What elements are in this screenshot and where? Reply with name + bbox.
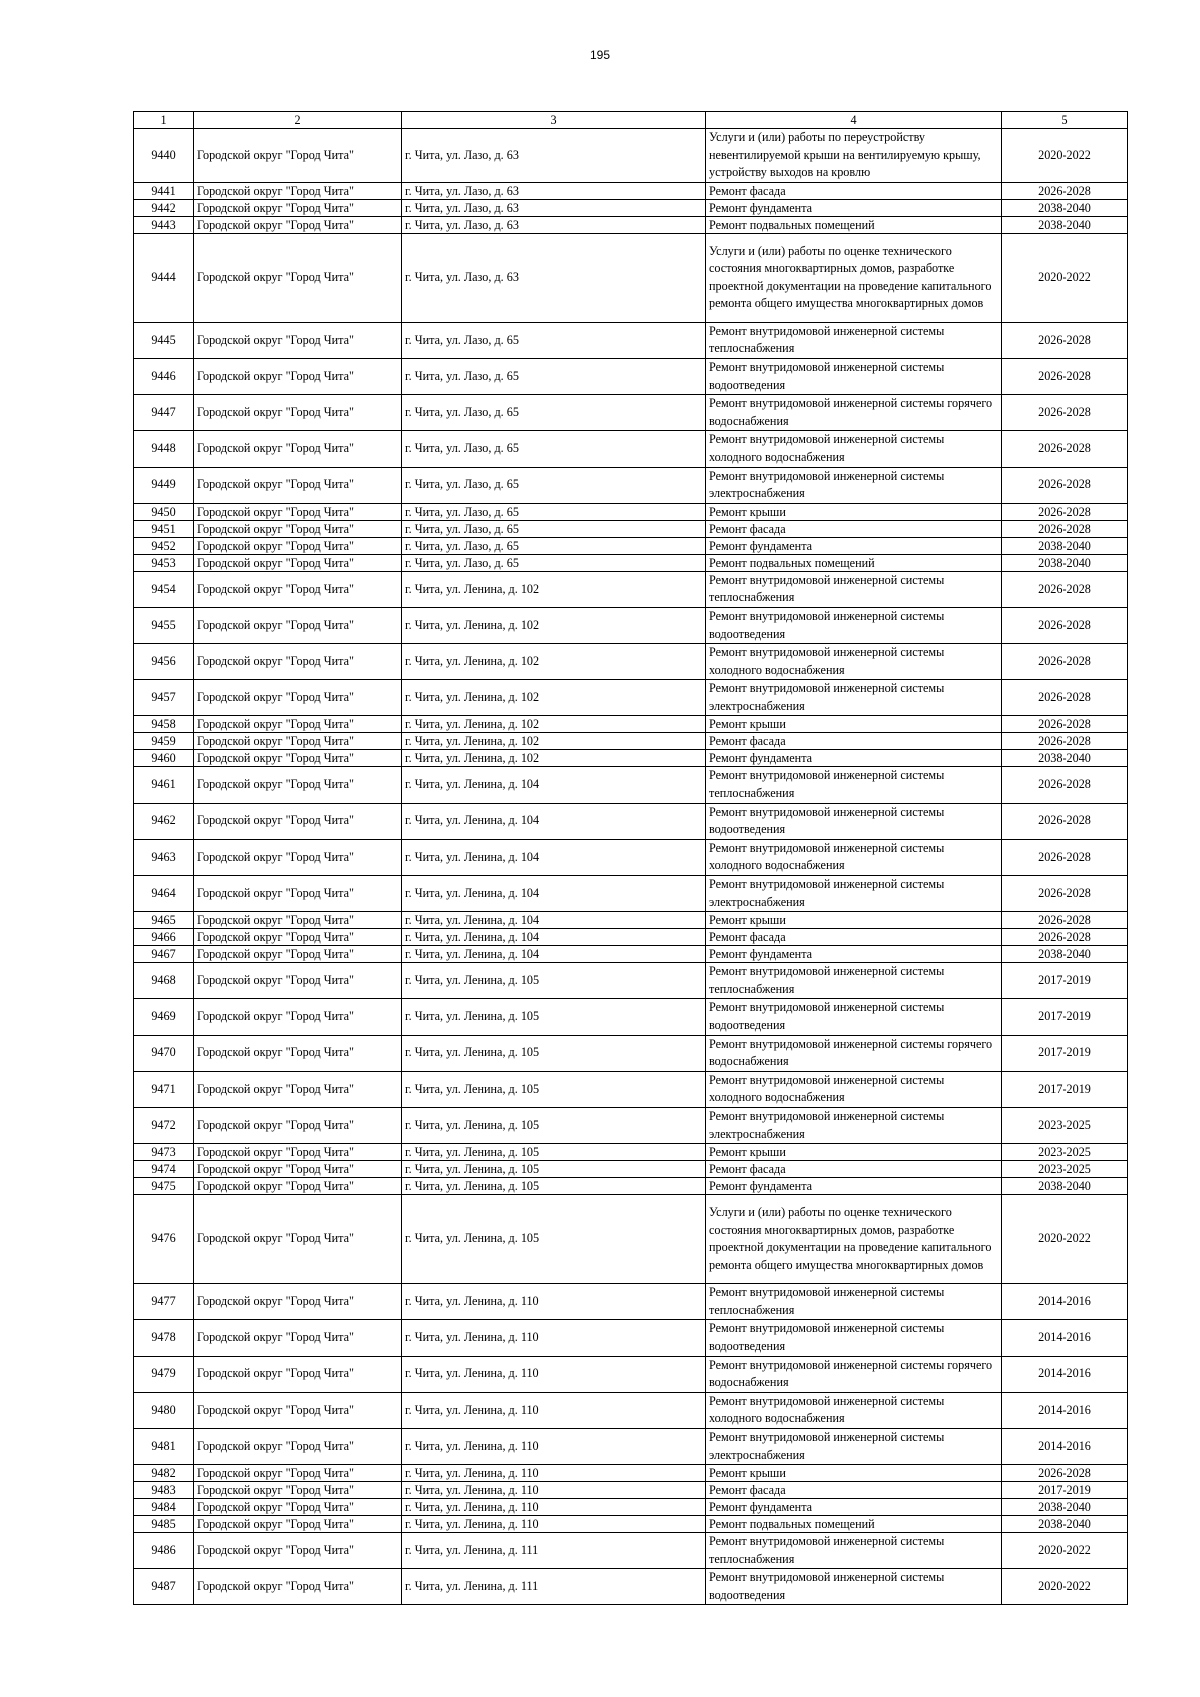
period-cell: 2014-2016 xyxy=(1002,1428,1128,1464)
row-number: 9479 xyxy=(134,1356,194,1392)
address-cell: г. Чита, ул. Ленина, д. 110 xyxy=(402,1516,706,1533)
period-cell: 2038-2040 xyxy=(1002,216,1128,233)
table-row xyxy=(134,1161,1128,1178)
municipality-cell: Городской округ "Город Чита" xyxy=(194,876,402,912)
address-cell: г. Чита, ул. Лазо, д. 65 xyxy=(402,395,706,431)
row-number: 9455 xyxy=(134,607,194,643)
period-cell: 2038-2040 xyxy=(1002,199,1128,216)
address-cell: г. Чита, ул. Лазо, д. 63 xyxy=(402,199,706,216)
row-number: 9442 xyxy=(134,199,194,216)
row-number: 9448 xyxy=(134,431,194,467)
municipality-cell: Городской округ "Город Чита" xyxy=(194,537,402,554)
table-row xyxy=(134,233,1128,322)
row-number: 9477 xyxy=(134,1284,194,1320)
work-type-cell: Ремонт фасада xyxy=(706,733,1002,750)
row-number: 9474 xyxy=(134,1161,194,1178)
capital-repair-table xyxy=(133,111,1128,1605)
address-cell: г. Чита, ул. Ленина, д. 104 xyxy=(402,912,706,929)
table-row xyxy=(134,1320,1128,1356)
row-number: 9473 xyxy=(134,1144,194,1161)
municipality-cell: Городской округ "Город Чита" xyxy=(194,395,402,431)
table-row xyxy=(134,1569,1128,1605)
period-cell: 2023-2025 xyxy=(1002,1107,1128,1143)
table-row xyxy=(134,716,1128,733)
municipality-cell: Городской округ "Город Чита" xyxy=(194,999,402,1035)
row-number: 9445 xyxy=(134,322,194,358)
work-type-cell: Ремонт фундамента xyxy=(706,199,1002,216)
table-row xyxy=(134,1499,1128,1516)
table-row xyxy=(134,1482,1128,1499)
table-row xyxy=(134,839,1128,875)
row-number: 9456 xyxy=(134,644,194,680)
table-row xyxy=(134,216,1128,233)
period-cell: 2026-2028 xyxy=(1002,1465,1128,1482)
period-cell: 2014-2016 xyxy=(1002,1392,1128,1428)
page-number: 195 xyxy=(589,48,611,62)
work-type-cell: Ремонт внутридомовой инженерной системы электроснабжения xyxy=(706,467,1002,503)
municipality-cell: Городской округ "Город Чита" xyxy=(194,839,402,875)
address-cell: г. Чита, ул. Ленина, д. 105 xyxy=(402,963,706,999)
address-cell: г. Чита, ул. Ленина, д. 102 xyxy=(402,750,706,767)
table-row xyxy=(134,1356,1128,1392)
row-number: 9467 xyxy=(134,946,194,963)
work-type-cell: Ремонт внутридомовой инженерной системы теплоснабжения xyxy=(706,767,1002,803)
address-cell: г. Чита, ул. Ленина, д. 110 xyxy=(402,1499,706,1516)
address-cell: г. Чита, ул. Лазо, д. 63 xyxy=(402,216,706,233)
address-cell: г. Чита, ул. Лазо, д. 63 xyxy=(402,129,706,183)
address-cell: г. Чита, ул. Ленина, д. 104 xyxy=(402,946,706,963)
row-number: 9454 xyxy=(134,571,194,607)
period-cell: 2038-2040 xyxy=(1002,1499,1128,1516)
period-cell: 2038-2040 xyxy=(1002,537,1128,554)
address-cell: г. Чита, ул. Лазо, д. 65 xyxy=(402,322,706,358)
municipality-cell: Городской округ "Город Чита" xyxy=(194,1284,402,1320)
row-number: 9459 xyxy=(134,733,194,750)
municipality-cell: Городской округ "Город Чита" xyxy=(194,1392,402,1428)
table-row xyxy=(134,733,1128,750)
table-row xyxy=(134,520,1128,537)
work-type-cell: Ремонт внутридомовой инженерной системы водоотведения xyxy=(706,607,1002,643)
municipality-cell: Городской округ "Город Чита" xyxy=(194,929,402,946)
row-number: 9481 xyxy=(134,1428,194,1464)
work-type-cell: Ремонт фасада xyxy=(706,182,1002,199)
work-type-cell: Ремонт фундамента xyxy=(706,537,1002,554)
period-cell: 2017-2019 xyxy=(1002,1035,1128,1071)
table-row xyxy=(134,803,1128,839)
table-row xyxy=(134,129,1128,183)
row-number: 9449 xyxy=(134,467,194,503)
row-number: 9482 xyxy=(134,1465,194,1482)
row-number: 9465 xyxy=(134,912,194,929)
address-cell: г. Чита, ул. Ленина, д. 104 xyxy=(402,803,706,839)
work-type-cell: Ремонт крыши xyxy=(706,503,1002,520)
work-type-cell: Ремонт фасада xyxy=(706,1161,1002,1178)
table-row xyxy=(134,199,1128,216)
municipality-cell: Городской округ "Город Чита" xyxy=(194,716,402,733)
period-cell: 2014-2016 xyxy=(1002,1356,1128,1392)
work-type-cell: Ремонт внутридомовой инженерной системы холодного водоснабжения xyxy=(706,839,1002,875)
period-cell: 2026-2028 xyxy=(1002,503,1128,520)
address-cell: г. Чита, ул. Лазо, д. 65 xyxy=(402,554,706,571)
row-number: 9485 xyxy=(134,1516,194,1533)
work-type-cell: Ремонт внутридомовой инженерной системы холодного водоснабжения xyxy=(706,644,1002,680)
row-number: 9480 xyxy=(134,1392,194,1428)
municipality-cell: Городской округ "Город Чита" xyxy=(194,1320,402,1356)
table-row xyxy=(134,1195,1128,1284)
municipality-cell: Городской округ "Город Чита" xyxy=(194,1161,402,1178)
address-cell: г. Чита, ул. Ленина, д. 102 xyxy=(402,733,706,750)
period-cell: 2026-2028 xyxy=(1002,929,1128,946)
address-cell: г. Чита, ул. Ленина, д. 105 xyxy=(402,1144,706,1161)
address-cell: г. Чита, ул. Ленина, д. 110 xyxy=(402,1356,706,1392)
column-header: 2 xyxy=(194,112,402,129)
municipality-cell: Городской округ "Город Чита" xyxy=(194,1195,402,1284)
table-body xyxy=(134,129,1128,1605)
address-cell: г. Чита, ул. Ленина, д. 102 xyxy=(402,644,706,680)
work-type-cell: Ремонт внутридомовой инженерной системы электроснабжения xyxy=(706,1428,1002,1464)
address-cell: г. Чита, ул. Ленина, д. 105 xyxy=(402,1071,706,1107)
address-cell: г. Чита, ул. Лазо, д. 65 xyxy=(402,467,706,503)
table-row xyxy=(134,467,1128,503)
work-type-cell: Ремонт фундамента xyxy=(706,946,1002,963)
row-number: 9484 xyxy=(134,1499,194,1516)
municipality-cell: Городской округ "Город Чита" xyxy=(194,733,402,750)
row-number: 9476 xyxy=(134,1195,194,1284)
period-cell: 2026-2028 xyxy=(1002,571,1128,607)
row-number: 9441 xyxy=(134,182,194,199)
municipality-cell: Городской округ "Город Чита" xyxy=(194,767,402,803)
work-type-cell: Ремонт внутридомовой инженерной системы электроснабжения xyxy=(706,876,1002,912)
table-row xyxy=(134,750,1128,767)
address-cell: г. Чита, ул. Ленина, д. 110 xyxy=(402,1392,706,1428)
work-type-cell: Ремонт внутридомовой инженерной системы теплоснабжения xyxy=(706,1284,1002,1320)
period-cell: 2026-2028 xyxy=(1002,644,1128,680)
municipality-cell: Городской округ "Город Чита" xyxy=(194,1144,402,1161)
work-type-cell: Ремонт внутридомовой инженерной системы холодного водоснабжения xyxy=(706,431,1002,467)
municipality-cell: Городской округ "Город Чита" xyxy=(194,503,402,520)
address-cell: г. Чита, ул. Ленина, д. 105 xyxy=(402,1161,706,1178)
period-cell: 2026-2028 xyxy=(1002,803,1128,839)
work-type-cell: Ремонт внутридомовой инженерной системы теплоснабжения xyxy=(706,322,1002,358)
table-row xyxy=(134,929,1128,946)
row-number: 9458 xyxy=(134,716,194,733)
work-type-cell: Ремонт внутридомовой инженерной системы горячего водоснабжения xyxy=(706,395,1002,431)
table-row xyxy=(134,182,1128,199)
work-type-cell: Ремонт внутридомовой инженерной системы холодного водоснабжения xyxy=(706,1071,1002,1107)
address-cell: г. Чита, ул. Ленина, д. 104 xyxy=(402,929,706,946)
period-cell: 2020-2022 xyxy=(1002,233,1128,322)
table-row xyxy=(134,322,1128,358)
row-number: 9478 xyxy=(134,1320,194,1356)
period-cell: 2017-2019 xyxy=(1002,1482,1128,1499)
address-cell: г. Чита, ул. Лазо, д. 65 xyxy=(402,520,706,537)
work-type-cell: Услуги и (или) работы по оценке технического состояния многоквартирных домов, разработке проектной документации на проведение капитального ремонта общего имущества многоквартирных домов xyxy=(706,1195,1002,1284)
municipality-cell: Городской округ "Город Чита" xyxy=(194,750,402,767)
municipality-cell: Городской округ "Город Чита" xyxy=(194,431,402,467)
address-cell: г. Чита, ул. Ленина, д. 102 xyxy=(402,680,706,716)
municipality-cell: Городской округ "Город Чита" xyxy=(194,199,402,216)
work-type-cell: Ремонт внутридомовой инженерной системы теплоснабжения xyxy=(706,1533,1002,1569)
period-cell: 2017-2019 xyxy=(1002,1071,1128,1107)
row-number: 9464 xyxy=(134,876,194,912)
table-row xyxy=(134,644,1128,680)
period-cell: 2014-2016 xyxy=(1002,1320,1128,1356)
municipality-cell: Городской округ "Город Чита" xyxy=(194,644,402,680)
table-row xyxy=(134,876,1128,912)
work-type-cell: Услуги и (или) работы по оценке технического состояния многоквартирных домов, разработке проектной документации на проведение капитального ремонта общего имущества многоквартирных домов xyxy=(706,233,1002,322)
period-cell: 2017-2019 xyxy=(1002,999,1128,1035)
address-cell: г. Чита, ул. Ленина, д. 110 xyxy=(402,1482,706,1499)
work-type-cell: Ремонт фундамента xyxy=(706,1178,1002,1195)
column-header: 4 xyxy=(706,112,1002,129)
work-type-cell: Ремонт внутридомовой инженерной системы теплоснабжения xyxy=(706,963,1002,999)
row-number: 9443 xyxy=(134,216,194,233)
table-row xyxy=(134,1144,1128,1161)
table-row xyxy=(134,1533,1128,1569)
table-row xyxy=(134,946,1128,963)
address-cell: г. Чита, ул. Лазо, д. 65 xyxy=(402,503,706,520)
address-cell: г. Чита, ул. Ленина, д. 102 xyxy=(402,607,706,643)
municipality-cell: Городской округ "Город Чита" xyxy=(194,554,402,571)
municipality-cell: Городской округ "Город Чита" xyxy=(194,216,402,233)
period-cell: 2026-2028 xyxy=(1002,467,1128,503)
period-cell: 2020-2022 xyxy=(1002,1195,1128,1284)
municipality-cell: Городской округ "Город Чита" xyxy=(194,1071,402,1107)
period-cell: 2026-2028 xyxy=(1002,395,1128,431)
municipality-cell: Городской округ "Город Чита" xyxy=(194,1428,402,1464)
row-number: 9460 xyxy=(134,750,194,767)
municipality-cell: Городской округ "Город Чита" xyxy=(194,129,402,183)
period-cell: 2020-2022 xyxy=(1002,129,1128,183)
table-row xyxy=(134,537,1128,554)
municipality-cell: Городской округ "Город Чита" xyxy=(194,182,402,199)
period-cell: 2026-2028 xyxy=(1002,733,1128,750)
period-cell: 2023-2025 xyxy=(1002,1161,1128,1178)
work-type-cell: Ремонт внутридомовой инженерной системы электроснабжения xyxy=(706,1107,1002,1143)
municipality-cell: Городской округ "Город Чита" xyxy=(194,467,402,503)
row-number: 9486 xyxy=(134,1533,194,1569)
period-cell: 2038-2040 xyxy=(1002,750,1128,767)
table-row xyxy=(134,503,1128,520)
work-type-cell: Ремонт подвальных помещений xyxy=(706,1516,1002,1533)
period-cell: 2026-2028 xyxy=(1002,431,1128,467)
table-row xyxy=(134,999,1128,1035)
table-row xyxy=(134,912,1128,929)
row-number: 9475 xyxy=(134,1178,194,1195)
period-cell: 2026-2028 xyxy=(1002,876,1128,912)
address-cell: г. Чита, ул. Ленина, д. 104 xyxy=(402,767,706,803)
table-row xyxy=(134,767,1128,803)
row-number: 9446 xyxy=(134,358,194,394)
address-cell: г. Чита, ул. Ленина, д. 105 xyxy=(402,1107,706,1143)
period-cell: 2026-2028 xyxy=(1002,680,1128,716)
address-cell: г. Чита, ул. Лазо, д. 65 xyxy=(402,431,706,467)
period-cell: 2020-2022 xyxy=(1002,1569,1128,1605)
work-type-cell: Ремонт внутридомовой инженерной системы водоотведения xyxy=(706,358,1002,394)
work-type-cell: Ремонт крыши xyxy=(706,1465,1002,1482)
municipality-cell: Городской округ "Город Чита" xyxy=(194,680,402,716)
table-row xyxy=(134,607,1128,643)
municipality-cell: Городской округ "Город Чита" xyxy=(194,520,402,537)
address-cell: г. Чита, ул. Ленина, д. 105 xyxy=(402,1178,706,1195)
period-cell: 2026-2028 xyxy=(1002,716,1128,733)
row-number: 9470 xyxy=(134,1035,194,1071)
row-number: 9457 xyxy=(134,680,194,716)
row-number: 9447 xyxy=(134,395,194,431)
work-type-cell: Ремонт внутридомовой инженерной системы горячего водоснабжения xyxy=(706,1356,1002,1392)
row-number: 9462 xyxy=(134,803,194,839)
work-type-cell: Ремонт внутридомовой инженерной системы горячего водоснабжения xyxy=(706,1035,1002,1071)
period-cell: 2038-2040 xyxy=(1002,1516,1128,1533)
period-cell: 2026-2028 xyxy=(1002,912,1128,929)
table-row xyxy=(134,963,1128,999)
municipality-cell: Городской округ "Город Чита" xyxy=(194,1569,402,1605)
work-type-cell: Ремонт фасада xyxy=(706,520,1002,537)
table-row xyxy=(134,1428,1128,1464)
period-cell: 2038-2040 xyxy=(1002,554,1128,571)
work-type-cell: Ремонт внутридомовой инженерной системы водоотведения xyxy=(706,999,1002,1035)
row-number: 9453 xyxy=(134,554,194,571)
address-cell: г. Чита, ул. Лазо, д. 63 xyxy=(402,233,706,322)
municipality-cell: Городской округ "Город Чита" xyxy=(194,1356,402,1392)
address-cell: г. Чита, ул. Ленина, д. 102 xyxy=(402,571,706,607)
address-cell: г. Чита, ул. Ленина, д. 111 xyxy=(402,1569,706,1605)
municipality-cell: Городской округ "Город Чита" xyxy=(194,1516,402,1533)
municipality-cell: Городской округ "Город Чита" xyxy=(194,1533,402,1569)
table-row xyxy=(134,358,1128,394)
address-cell: г. Чита, ул. Ленина, д. 110 xyxy=(402,1428,706,1464)
municipality-cell: Городской округ "Город Чита" xyxy=(194,1482,402,1499)
address-cell: г. Чита, ул. Ленина, д. 104 xyxy=(402,839,706,875)
table-row xyxy=(134,1178,1128,1195)
work-type-cell: Ремонт внутридомовой инженерной системы холодного водоснабжения xyxy=(706,1392,1002,1428)
municipality-cell: Городской округ "Город Чита" xyxy=(194,358,402,394)
work-type-cell: Ремонт внутридомовой инженерной системы водоотведения xyxy=(706,1320,1002,1356)
table-row xyxy=(134,680,1128,716)
table-row xyxy=(134,1284,1128,1320)
table-header-row xyxy=(134,112,1128,129)
table-row xyxy=(134,554,1128,571)
table-row xyxy=(134,1035,1128,1071)
period-cell: 2026-2028 xyxy=(1002,358,1128,394)
municipality-cell: Городской округ "Город Чита" xyxy=(194,946,402,963)
work-type-cell: Ремонт крыши xyxy=(706,716,1002,733)
row-number: 9483 xyxy=(134,1482,194,1499)
table-row xyxy=(134,1071,1128,1107)
table-row xyxy=(134,571,1128,607)
period-cell: 2014-2016 xyxy=(1002,1284,1128,1320)
work-type-cell: Ремонт внутридомовой инженерной системы электроснабжения xyxy=(706,680,1002,716)
address-cell: г. Чита, ул. Лазо, д. 65 xyxy=(402,537,706,554)
work-type-cell: Ремонт фундамента xyxy=(706,1499,1002,1516)
row-number: 9452 xyxy=(134,537,194,554)
period-cell: 2023-2025 xyxy=(1002,1144,1128,1161)
period-cell: 2026-2028 xyxy=(1002,607,1128,643)
row-number: 9461 xyxy=(134,767,194,803)
address-cell: г. Чита, ул. Ленина, д. 110 xyxy=(402,1320,706,1356)
row-number: 9444 xyxy=(134,233,194,322)
period-cell: 2020-2022 xyxy=(1002,1533,1128,1569)
period-cell: 2038-2040 xyxy=(1002,946,1128,963)
work-type-cell: Ремонт подвальных помещений xyxy=(706,216,1002,233)
table-row xyxy=(134,1107,1128,1143)
municipality-cell: Городской округ "Город Чита" xyxy=(194,1465,402,1482)
row-number: 9487 xyxy=(134,1569,194,1605)
address-cell: г. Чита, ул. Ленина, д. 105 xyxy=(402,1195,706,1284)
column-header: 5 xyxy=(1002,112,1128,129)
table-row xyxy=(134,1392,1128,1428)
address-cell: г. Чита, ул. Ленина, д. 110 xyxy=(402,1465,706,1482)
work-type-cell: Ремонт фасада xyxy=(706,1482,1002,1499)
work-type-cell: Ремонт внутридомовой инженерной системы водоотведения xyxy=(706,803,1002,839)
period-cell: 2026-2028 xyxy=(1002,520,1128,537)
period-cell: 2026-2028 xyxy=(1002,767,1128,803)
address-cell: г. Чита, ул. Ленина, д. 110 xyxy=(402,1284,706,1320)
address-cell: г. Чита, ул. Ленина, д. 105 xyxy=(402,999,706,1035)
row-number: 9468 xyxy=(134,963,194,999)
municipality-cell: Городской округ "Город Чита" xyxy=(194,912,402,929)
address-cell: г. Чита, ул. Ленина, д. 102 xyxy=(402,716,706,733)
municipality-cell: Городской округ "Город Чита" xyxy=(194,1499,402,1516)
municipality-cell: Городской округ "Город Чита" xyxy=(194,233,402,322)
row-number: 9472 xyxy=(134,1107,194,1143)
row-number: 9471 xyxy=(134,1071,194,1107)
row-number: 9469 xyxy=(134,999,194,1035)
column-header: 3 xyxy=(402,112,706,129)
address-cell: г. Чита, ул. Ленина, д. 111 xyxy=(402,1533,706,1569)
row-number: 9466 xyxy=(134,929,194,946)
period-cell: 2017-2019 xyxy=(1002,963,1128,999)
period-cell: 2038-2040 xyxy=(1002,1178,1128,1195)
row-number: 9440 xyxy=(134,129,194,183)
work-type-cell: Ремонт фасада xyxy=(706,929,1002,946)
column-header: 1 xyxy=(134,112,194,129)
row-number: 9463 xyxy=(134,839,194,875)
work-type-cell: Ремонт внутридомовой инженерной системы водоотведения xyxy=(706,1569,1002,1605)
row-number: 9450 xyxy=(134,503,194,520)
municipality-cell: Городской округ "Город Чита" xyxy=(194,571,402,607)
table-row xyxy=(134,1465,1128,1482)
table-row xyxy=(134,395,1128,431)
period-cell: 2026-2028 xyxy=(1002,322,1128,358)
municipality-cell: Городской округ "Город Чита" xyxy=(194,963,402,999)
municipality-cell: Городской округ "Город Чита" xyxy=(194,1107,402,1143)
work-type-cell: Услуги и (или) работы по переустройству невентилируемой крыши на вентилируемую крышу, устройству выходов на кровлю xyxy=(706,129,1002,183)
work-type-cell: Ремонт крыши xyxy=(706,912,1002,929)
municipality-cell: Городской округ "Город Чита" xyxy=(194,322,402,358)
table-row xyxy=(134,431,1128,467)
work-type-cell: Ремонт подвальных помещений xyxy=(706,554,1002,571)
municipality-cell: Городской округ "Город Чита" xyxy=(194,1035,402,1071)
work-type-cell: Ремонт внутридомовой инженерной системы теплоснабжения xyxy=(706,571,1002,607)
work-type-cell: Ремонт крыши xyxy=(706,1144,1002,1161)
period-cell: 2026-2028 xyxy=(1002,182,1128,199)
municipality-cell: Городской округ "Город Чита" xyxy=(194,1178,402,1195)
period-cell: 2026-2028 xyxy=(1002,839,1128,875)
address-cell: г. Чита, ул. Лазо, д. 63 xyxy=(402,182,706,199)
address-cell: г. Чита, ул. Лазо, д. 65 xyxy=(402,358,706,394)
row-number: 9451 xyxy=(134,520,194,537)
address-cell: г. Чита, ул. Ленина, д. 104 xyxy=(402,876,706,912)
municipality-cell: Городской округ "Город Чита" xyxy=(194,607,402,643)
work-type-cell: Ремонт фундамента xyxy=(706,750,1002,767)
address-cell: г. Чита, ул. Ленина, д. 105 xyxy=(402,1035,706,1071)
municipality-cell: Городской округ "Город Чита" xyxy=(194,803,402,839)
table-row xyxy=(134,1516,1128,1533)
